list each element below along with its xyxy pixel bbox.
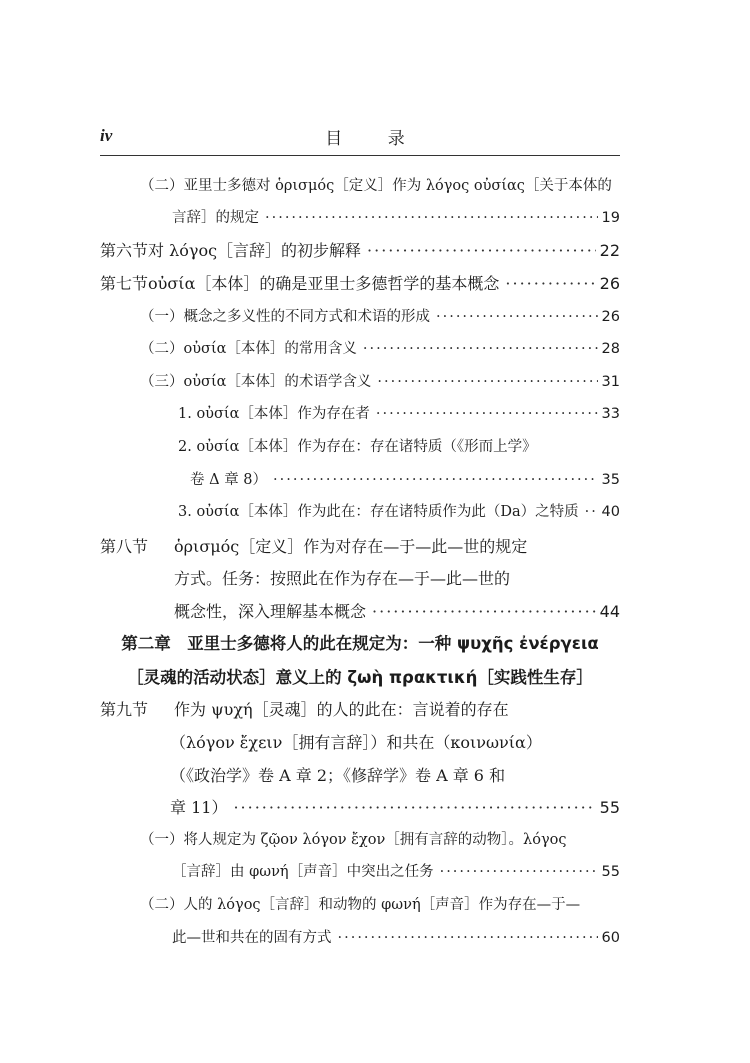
leader-dots [233,798,595,817]
entry-page: 40 [601,504,620,520]
leader-dots [440,864,598,880]
running-title: 目 录 [325,129,425,149]
entry-text: 卷 Δ 章 8） [190,472,268,488]
leader-dots [505,274,595,293]
toc-entry [178,402,620,423]
entry-page: 35 [601,472,620,488]
leader-dots [436,309,598,325]
entry-page: 22 [599,241,620,260]
toc-entry [174,566,620,589]
chapter-title: 第二章 亚里士多德将人的此在规定为：一种 ψυχῆς ἐνέργεια [121,634,599,653]
toc-entry [178,500,620,521]
entry-page: 55 [601,864,620,880]
leader-dots [377,374,597,390]
entry-text: （二）亚里士多德对 ὁρισμός［定义］作为 λόγος οὐσίας［关于本体的 [140,178,612,194]
entry-text: 2. οὐσία［本体］作为存在：存在诸特质（《形而上学》 [178,439,537,455]
section-label: 第八节 [100,537,149,556]
entry-page: 55 [599,798,620,817]
entry-text: （《政治学》卷 A 章 2；《修辞学》卷 A 章 6 和 [170,766,506,785]
toc-entry [100,238,620,261]
toc-entry [170,763,620,786]
entry-text: 对 λόγος［言辞］的初步解释 [148,241,362,260]
toc-entry [174,599,620,622]
toc-entry [140,370,620,391]
leader-dots [273,472,598,488]
leader-dots [585,504,598,520]
page-number: iv [100,126,113,145]
entry-page: 44 [599,602,620,621]
entry-text: 章 11） [170,798,228,817]
toc-entry [172,926,620,947]
entry-page: 31 [601,374,620,390]
entry-page: 33 [601,406,620,422]
toc-entry [140,828,620,849]
entry-text: 3. οὐσία［本体］作为此在：存在诸特质作为此（Da）之特质 [178,504,579,520]
leader-dots [376,406,598,422]
entry-text: 概念性，深入理解基本概念 [174,602,367,621]
leader-dots [372,602,596,621]
header-rule [100,155,620,156]
toc-entry [100,697,620,720]
entry-text: ὁρισμός［定义］作为对存在—于—此—世的规定 [174,537,528,556]
toc-entry [100,534,620,557]
entry-page: 28 [601,341,620,357]
entry-text: （二）人的 λόγος［言辞］和动物的 φωνή［声音］作为存在—于— [140,897,581,913]
toc-entry [100,271,620,294]
section-label: 第九节 [100,700,149,719]
toc-entry [172,206,620,227]
leader-dots [265,210,598,226]
entry-text: （一）将人规定为 ζῷον λόγον ἔχον［拥有言辞的动物］。λόγος [140,832,567,848]
toc-entry [172,860,620,881]
entry-page: 19 [601,210,620,226]
section-label: 第七节 [100,274,149,293]
entry-text: 作为 ψυχή［灵魂］的人的此在：言说着的存在 [174,700,509,719]
toc-entry [170,730,620,753]
chapter-subtitle: ［灵魂的活动状态］意义上的 ζωὴ πρακτική［实践性生存］ [127,668,593,687]
leader-dots [367,241,596,260]
entry-text: 方式。任务：按照此在作为存在—于—此—世的 [174,569,511,588]
entry-text: （三）οὐσία［本体］的术语学含义 [140,374,372,390]
toc-entry [190,468,620,489]
entry-text: 1. οὐσία［本体］作为存在者 [178,406,370,422]
section-label: 第六节 [100,241,149,260]
entry-text: ［言辞］由 φωνή［声音］中突出之任务 [172,864,434,880]
toc-entry [178,435,620,456]
toc-entry [140,174,620,195]
toc-entry [140,337,620,358]
entry-text: 言辞］的规定 [172,210,259,226]
toc-entry [140,893,620,914]
leader-dots [338,930,598,946]
entry-page: 60 [601,930,620,946]
entry-text: οὐσία［本体］的确是亚里士多德哲学的基本概念 [148,274,500,293]
toc-entry [170,795,620,818]
entry-text: （二）οὐσία［本体］的常用含义 [140,341,357,357]
entry-text: （一）概念之多义性的不同方式和术语的形成 [140,309,430,325]
leader-dots [363,341,598,357]
entry-text: 此—世和共在的固有方式 [172,930,332,946]
toc-entry [140,305,620,326]
entry-page: 26 [601,309,620,325]
entry-text: （λόγον ἔχειν［拥有言辞］）和共在（κοινωνία） [170,733,542,752]
entry-page: 26 [599,274,620,293]
